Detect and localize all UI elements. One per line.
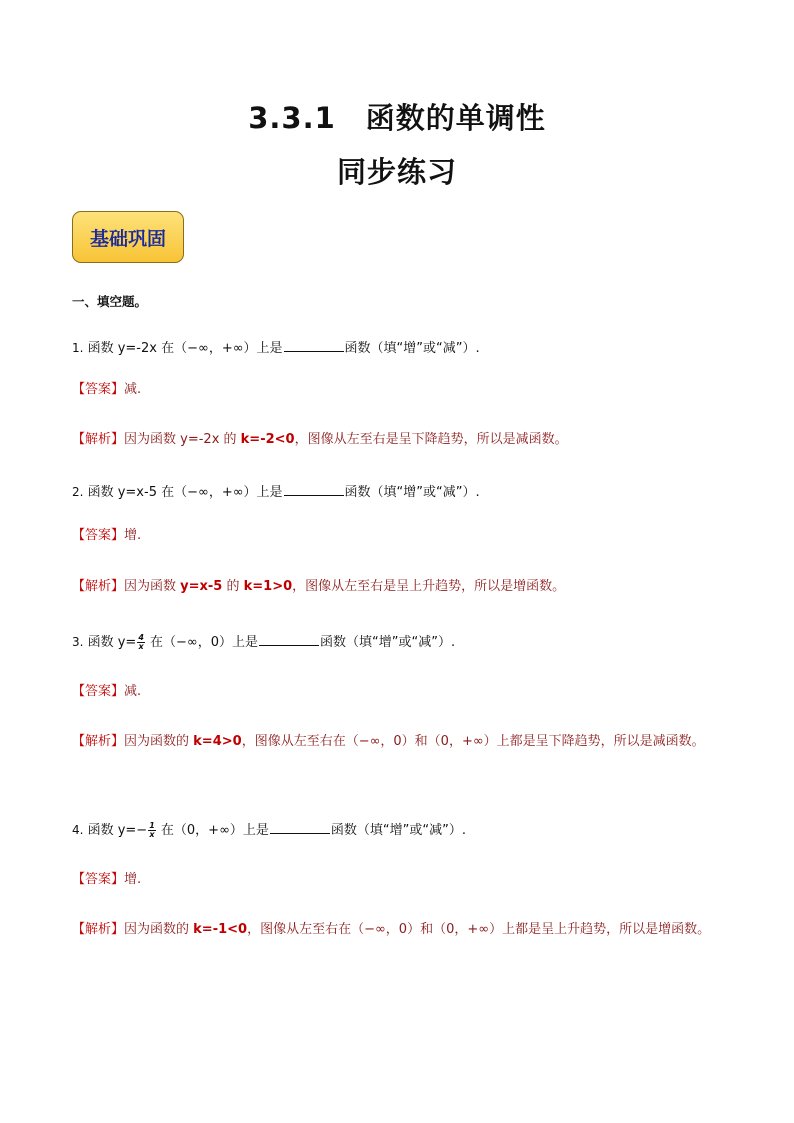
page-title: 3.3.1 函数的单调性 xyxy=(248,101,546,135)
page-subtitle: 同步练习 xyxy=(336,155,457,189)
analysis-k: k=4>0 xyxy=(193,734,242,749)
analysis-text-post: ，图像从左至右在（−∞，0）和（0，+∞）上都是呈上升趋势，所以是增函数。 xyxy=(247,922,711,937)
fraction-denominator: x xyxy=(149,830,155,839)
answer-text: 减. xyxy=(124,382,142,397)
question-text-post: 函数（填“增”或“减”）. xyxy=(344,341,480,356)
fraction-numerator: 4 xyxy=(138,633,144,642)
question-text-pre: 函数 y=x-5 在（−∞，+∞）上是 xyxy=(83,485,283,500)
analysis-text: 因为函数 xyxy=(124,579,181,594)
analysis-k: k=-2<0 xyxy=(240,432,295,447)
question-number: 4. xyxy=(72,823,84,837)
analysis-text-mid: 的 xyxy=(222,579,244,594)
question-number: 2. xyxy=(72,485,84,499)
question-text-post: 函数（填“增”或“减”）. xyxy=(330,823,466,838)
analysis-function: y=x-5 xyxy=(180,579,223,594)
analysis-text: 因为函数的 xyxy=(124,922,194,937)
question-number: 1. xyxy=(72,341,84,355)
answer-text: 增. xyxy=(124,528,142,543)
question-text-pre: 函数 y=-2x 在（−∞，+∞）上是 xyxy=(83,341,283,356)
analysis-text-post: ，图像从左至右是呈上升趋势，所以是增函数。 xyxy=(292,579,566,594)
section-badge: 基础巩固 xyxy=(72,211,184,263)
analysis-text-post: ，图像从左至右在（−∞，0）和（0，+∞）上都是呈下降趋势，所以是减函数。 xyxy=(241,734,705,749)
answer-tag: 【答案】 xyxy=(72,872,125,887)
question-1 xyxy=(72,337,732,359)
answer-tag: 【答案】 xyxy=(72,382,125,397)
fraction xyxy=(148,822,156,839)
fraction xyxy=(137,634,145,651)
question-text-pre: 函数 y= xyxy=(83,635,137,650)
analysis-3 xyxy=(72,723,732,761)
answer-blank xyxy=(284,481,344,496)
answer-4 xyxy=(72,870,732,890)
answer-blank xyxy=(284,337,344,352)
answer-text: 增. xyxy=(124,872,142,887)
section-heading: 一、填空题。 xyxy=(72,294,148,309)
answer-blank xyxy=(270,819,330,834)
answer-blank xyxy=(259,631,319,646)
answer-2 xyxy=(72,526,732,546)
question-text-mid: 在（−∞，0）上是 xyxy=(145,635,259,650)
answer-text: 减. xyxy=(124,684,142,699)
analysis-1 xyxy=(72,430,732,450)
question-text-pre: 函数 y=− xyxy=(83,823,148,838)
answer-1 xyxy=(72,380,732,400)
question-number: 3. xyxy=(72,635,84,649)
question-2 xyxy=(72,481,732,503)
question-3 xyxy=(72,631,732,653)
analysis-text-post: ，图像从左至右是呈下降趋势，所以是减函数。 xyxy=(294,432,568,447)
analysis-tag: 【解析】 xyxy=(72,579,125,594)
analysis-2 xyxy=(72,577,732,597)
analysis-text: 因为函数的 xyxy=(124,734,194,749)
analysis-k: k=-1<0 xyxy=(193,922,248,937)
answer-3 xyxy=(72,682,732,702)
answer-tag: 【答案】 xyxy=(72,528,125,543)
analysis-4 xyxy=(72,911,732,949)
fraction-numerator: 1 xyxy=(149,821,155,830)
analysis-tag: 【解析】 xyxy=(72,734,125,749)
analysis-text: 因为函数 y=-2x 的 xyxy=(124,432,241,447)
answer-tag: 【答案】 xyxy=(72,684,125,699)
analysis-tag: 【解析】 xyxy=(72,432,125,447)
fraction-denominator: x xyxy=(138,642,144,651)
question-4 xyxy=(72,819,732,841)
question-text-mid: 在（0，+∞）上是 xyxy=(156,823,269,838)
question-text-post: 函数（填“增”或“减”）. xyxy=(320,635,456,650)
analysis-k: k=1>0 xyxy=(243,579,293,594)
analysis-tag: 【解析】 xyxy=(72,922,125,937)
question-text-post: 函数（填“增”或“减”）. xyxy=(344,485,480,500)
